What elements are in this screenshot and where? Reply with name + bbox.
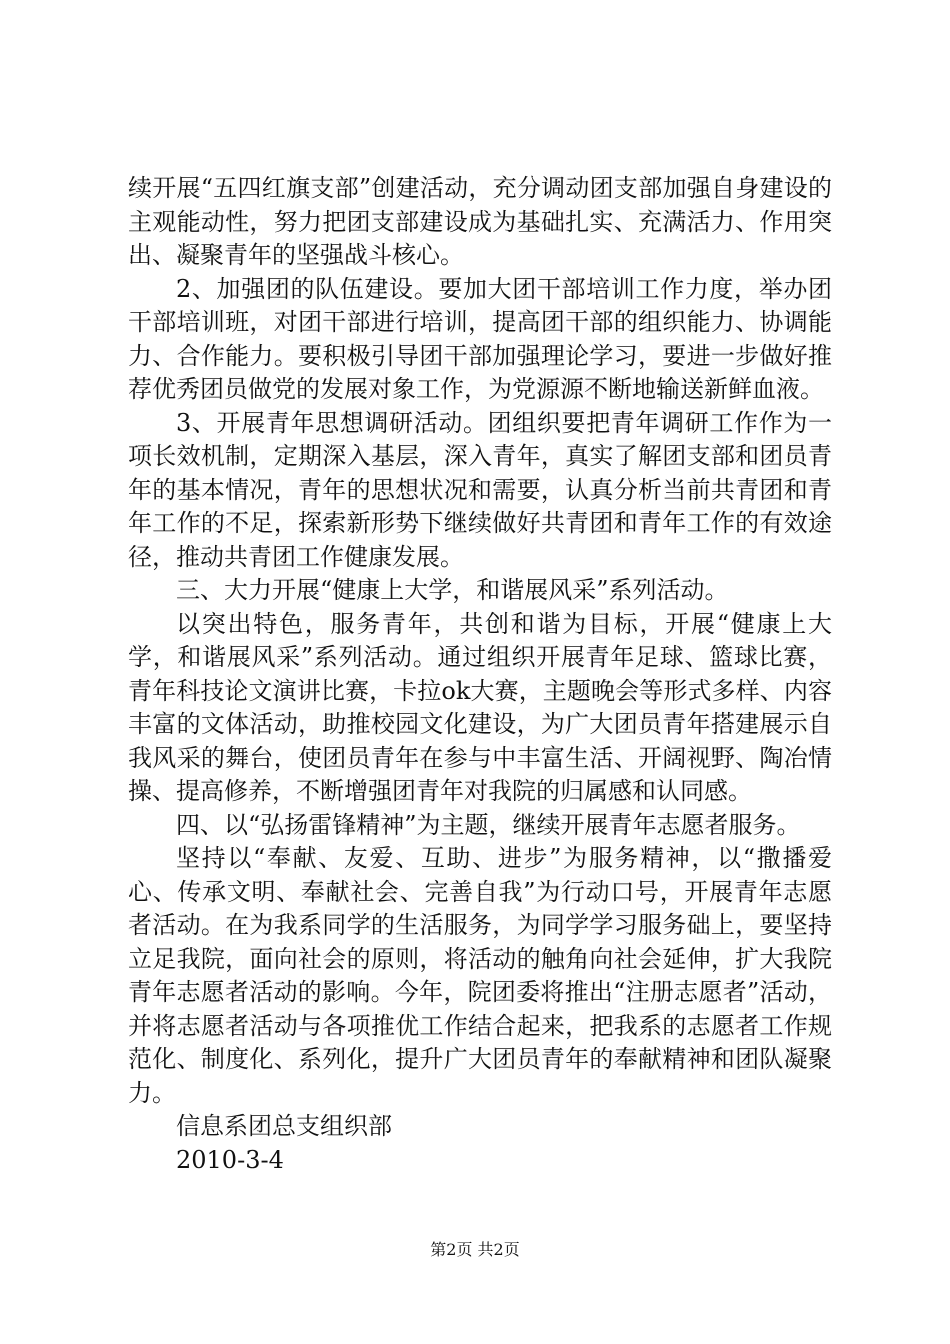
paragraph-series-activities: 以突出特色，服务青年，共创和谐为目标，开展“健康上大学，和谐展风采”系列活动。通过组织开展青年足球、篮球比赛，青年科技论文演讲比赛，卡拉ok大赛，主题晚会等形式多样、内容丰富的文体活动，助推校园文化建设，为广大团员青年搭建展示自我风采的舞台，使团员青年在参与中丰富生活、开阔视野、陶冶情操、提高修养，不断增强团青年对我院的归属感和认同感。 <box>128 609 832 805</box>
paragraph-volunteer-service: 坚持以“奉献、友爱、互助、进步”为服务精神，以“撒播爱心、传承文明、奉献社会、完善自我”为行动口号，开展青年志愿者活动。在为我系同学的生活服务，为同学学习服务础上，要坚持立足我院，面向社会的原则，将活动的触角向社会延伸，扩大我院青年志愿者活动的影响。今年，院团委将推出“注册志愿者”活动，并将志愿者活动与各项推优工作结合起来，把我系的志愿者工作规范化、制度化、系列化，提升广大团员青年的奉献精神和团队凝聚力。 <box>128 844 832 1107</box>
paragraph-continuation: 续开展“五四红旗支部”创建活动，充分调动团支部加强自身建设的主观能动性，努力把团支部建设成为基础扎实、充满活力、作用突出、凝聚青年的坚强战斗核心。 <box>128 174 832 269</box>
heading-section-three: 三、大力开展“健康上大学，和谐展风采”系列活动。 <box>176 576 729 604</box>
paragraph-team-building: 2、加强团的队伍建设。要加大团干部培训工作力度，举办团干部培训班，对团干部进行培训，提高团干部的组织能力、协调能力、合作能力。要积极引导团干部加强理论学习，要进一步做好推荐优秀团员做党的发展对象工作，为党源源不断地输送新鲜血液。 <box>128 274 832 403</box>
signature-organization: 信息系团总支组织部 <box>176 1112 392 1140</box>
page-footer: 第2页 共2页 <box>430 1240 520 1259</box>
heading-section-four: 四、以“弘扬雷锋精神”为主题，继续开展青年志愿者服务。 <box>176 810 801 839</box>
document-body <box>128 172 832 1177</box>
paragraph-youth-research: 3、开展青年思想调研活动。团组织要把青年调研工作作为一项长效机制，定期深入基层，深入青年，真实了解团支部和团员青年的基本情况，青年的思想状况和需要，认真分析当前共青团和青年工作的不足，探索新形势下继续做好共青团和青年工作的有效途径，推动共青团工作健康发展。 <box>128 408 832 571</box>
signature-date: 2010-3-4 <box>176 1145 284 1174</box>
